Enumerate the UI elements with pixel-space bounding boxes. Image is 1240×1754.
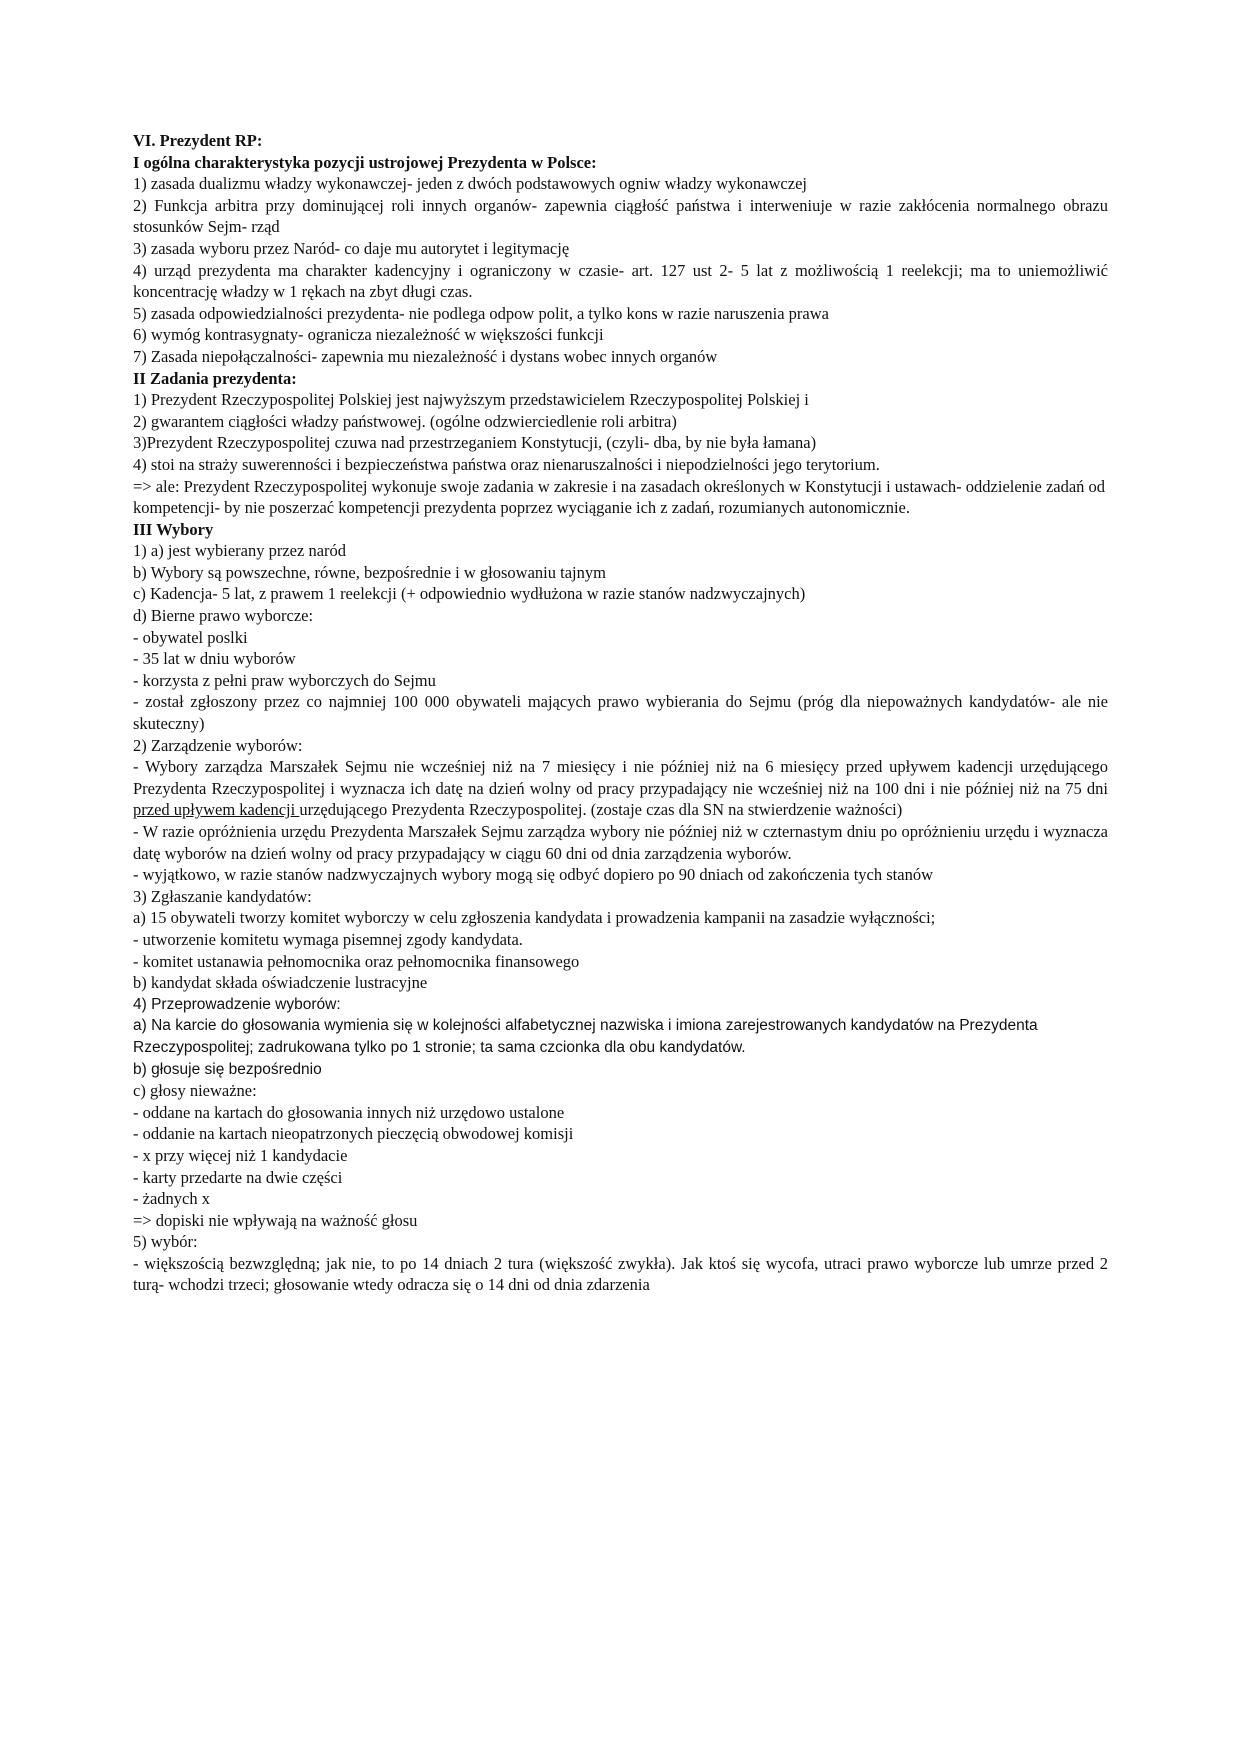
text-run: III Wybory [133,519,214,539]
text-run: a) 15 obywateli tworzy komitet wyborczy w celu zgłoszenia kandydata i prowadzenia kampanii na zasadzie wyłączności; [133,908,936,928]
text-run: - oddanie na kartach nieopatrzonych pieczęcią obwodowej komisji [133,1124,574,1144]
text-run: - żadnych x [133,1189,210,1209]
paragraph-9 [133,346,1108,368]
text-run: b) Wybory są powszechne, równe, bezpośrednie i w głosowaniu tajnym [133,562,606,582]
paragraph-31 [133,929,1108,951]
text-run: 1) zasada dualizmu władzy wykonawczej- jeden z dwóch podstawowych ogniw władzy wykonawczej [133,174,807,194]
text-run: 3) Zgłaszanie kandydatów: [133,886,312,906]
paragraph-12 [133,411,1108,433]
text-run: - W razie opróżnienia urzędu Prezydenta Marszałek Sejmu zarządza wybory nie później niż w czternastym dniu po opróżnieniu urzędu i wyznacza datę wyborów na dzień wolny od pracy przypadający w ciągu 60 dni od dnia zarządzenia wyborów. [133,822,1108,863]
text-run: c) głosy nieważne: [133,1081,257,1101]
text-run: 1) a) jest wybierany przez naród [133,541,347,561]
paragraph-22 [133,648,1108,670]
text-run: - został zgłoszony przez co najmniej 100 000 obywateli mających prawo wybierania do Sejmu (próg dla niepoważnych kandydatów- ale nie skuteczny) [133,692,1108,734]
text-run: - korzysta z pełni praw wyborczych do Sejmu [133,670,436,690]
paragraph-45 [133,1253,1108,1296]
text-run: - x przy więcej niż 1 kandydacie [133,1145,348,1165]
paragraph-15 [133,476,1108,519]
paragraph-43 [133,1210,1108,1232]
paragraph-37 [133,1080,1108,1102]
text-run: przed upływem kadencji [133,800,300,820]
paragraph-35 [133,1015,1108,1058]
text-run: 2) Funkcja arbitra przy dominującej roli innych organów- zapewnia ciągłość państwa i interweniuje w razie zakłócenia normalnego obrazu stosunków Sejm- rząd [133,195,1108,237]
text-run: 4) stoi na straży suwerenności i bezpieczeństwa państwa oraz nienaruszalności i niepodzielności jego terytorium. [133,454,880,474]
paragraph-4 [133,195,1108,238]
text-run: a) Na karcie do głosowania wymienia się w kolejności alfabetycznej nazwiska i imiona zarejestrowanych kandydatów na Prezydenta Rzeczypospolitej; zadrukowana tylko po 1 stronie; ta sama czcionka dla obu kandydatów. [133,1017,1038,1056]
text-run: 3)Prezydent Rzeczypospolitej czuwa nad przestrzeganiem Konstytucji, (czyli- dba, by nie była łamana) [133,433,817,453]
paragraph-28 [133,864,1108,886]
text-run: II Zadania prezydenta: [133,368,297,388]
text-run: 2) Zarządzenie wyborów: [133,735,303,755]
text-run: 7) Zasada niepołączalności- zapewnia mu niezależność i dystans wobec innych organów [133,346,718,366]
text-run: - karty przedarte na dwie części [133,1167,343,1187]
text-run: 6) wymóg kontrasygnaty- ogranicza niezależność w większości funkcji [133,325,604,345]
text-run: - Wybory zarządza Marszałek Sejmu nie wcześniej niż na 7 miesięcy i nie później niż na 6 miesięcy przed upływem kadencji urzędującego Prezydenta Rzeczypospolitej i wyznacza ich datę na dzień wolny od pracy przypadający nie wcześniej niż na 100 dni i nie później niż na 75 dni [133,757,1108,798]
text-run: - obywatel poslki [133,627,248,647]
paragraph-29 [133,886,1108,908]
paragraph-19 [133,583,1108,605]
paragraph-26 [133,756,1108,821]
paragraph-7 [133,303,1108,325]
paragraph-24 [133,691,1108,734]
text-run: 4) urząd prezydenta ma charakter kadencyjny i ograniczony w czasie- art. 127 ust 2- 5 lat z możliwością 1 reelekcji; ma to uniemożliwić koncentrację władzy w 1 rękach na zbyt długi czas. [133,260,1108,302]
text-run: 3) zasada wyboru przez Naród- co daje mu autorytet i legitymację [133,238,570,258]
paragraph-13 [133,432,1108,454]
paragraph-5 [133,238,1108,260]
text-run: - wyjątkowo, w razie stanów nadzwyczajnych wybory mogą się odbyć dopiero po 90 dniach od zakończenia tych stanów [133,865,934,885]
text-run: 1) Prezydent Rzeczypospolitej Polskiej jest najwyższym przedstawicielem Rzeczypospolitej Polskiej i [133,390,809,410]
paragraph-23 [133,670,1108,692]
text-run: b) kandydat składa oświadczenie lustracyjne [133,973,428,993]
paragraph-14 [133,454,1108,476]
text-run: I ogólna charakterystyka pozycji ustrojowej Prezydenta w Polsce: [133,152,597,172]
paragraph-10 [133,368,1108,390]
paragraph-44 [133,1231,1108,1253]
text-run: urzędującego Prezydenta Rzeczypospolitej. (zostaje czas dla SN na stwierdzenie ważności) [299,800,903,820]
paragraph-27 [133,821,1108,864]
text-run: => dopiski nie wpływają na ważność głosu [133,1210,418,1230]
text-run: d) Bierne prawo wyborcze: [133,606,314,626]
paragraph-39 [133,1123,1108,1145]
document-body [133,130,1108,1296]
paragraph-2 [133,152,1108,174]
text-run: - utworzenie komitetu wymaga pisemnej zgody kandydata. [133,929,523,949]
text-run: 2) gwarantem ciągłości władzy państwowej. (ogólne odzwierciedlenie roli arbitra) [133,411,677,431]
paragraph-21 [133,627,1108,649]
paragraph-20 [133,605,1108,627]
paragraph-18 [133,562,1108,584]
text-run: b) głosuje się bezpośrednio [133,1060,322,1078]
text-run: 5) wybór: [133,1232,198,1252]
paragraph-3 [133,173,1108,195]
paragraph-30 [133,907,1108,929]
text-run: - oddane na kartach do głosowania innych niż urzędowo ustalone [133,1102,565,1122]
text-run: - komitet ustanawia pełnomocnika oraz pełnomocnika finansowego [133,951,580,971]
paragraph-11 [133,389,1108,411]
paragraph-25 [133,735,1108,757]
paragraph-38 [133,1102,1108,1124]
paragraph-6 [133,260,1108,303]
text-run: VI. Prezydent RP: [133,131,263,150]
text-run: 5) zasada odpowiedzialności prezydenta- nie podlega odpow polit, a tylko kons w razie naruszenia prawa [133,303,829,323]
paragraph-41 [133,1167,1108,1189]
paragraph-8 [133,324,1108,346]
text-run: - większością bezwzględną; jak nie, to po 14 dniach 2 tura (większość zwykła). Jak ktoś się wycofa, utraci prawo wyborcze lub umrze przed 2 turą- wchodzi trzeci; głosowanie wtedy odracza się o 14 dni od dnia zdarzenia [133,1253,1108,1295]
paragraph-32 [133,951,1108,973]
paragraph-1 [133,130,1108,152]
text-run: - 35 lat w dniu wyborów [133,649,296,669]
paragraph-36 [133,1059,1108,1081]
paragraph-16 [133,519,1108,541]
text-run: => ale: Prezydent Rzeczypospolitej wykonuje swoje zadania w zakresie i na zasadach określonych w Konstytucji i ustawach- oddzielenie zadań od kompetencji- by nie poszerzać kompetencji prezydenta poprzez wyciąganie ich z zadań, rozumianych autonomicznie. [133,476,1106,518]
text-run: c) Kadencja- 5 lat, z prawem 1 reelekcji (+ odpowiednio wydłużona w razie stanów nadzwyczajnych) [133,584,806,604]
paragraph-40 [133,1145,1108,1167]
paragraph-33 [133,972,1108,994]
paragraph-34 [133,994,1108,1016]
paragraph-17 [133,540,1108,562]
text-run: 4) Przeprowadzenie wyborów: [133,995,341,1013]
paragraph-42 [133,1188,1108,1210]
